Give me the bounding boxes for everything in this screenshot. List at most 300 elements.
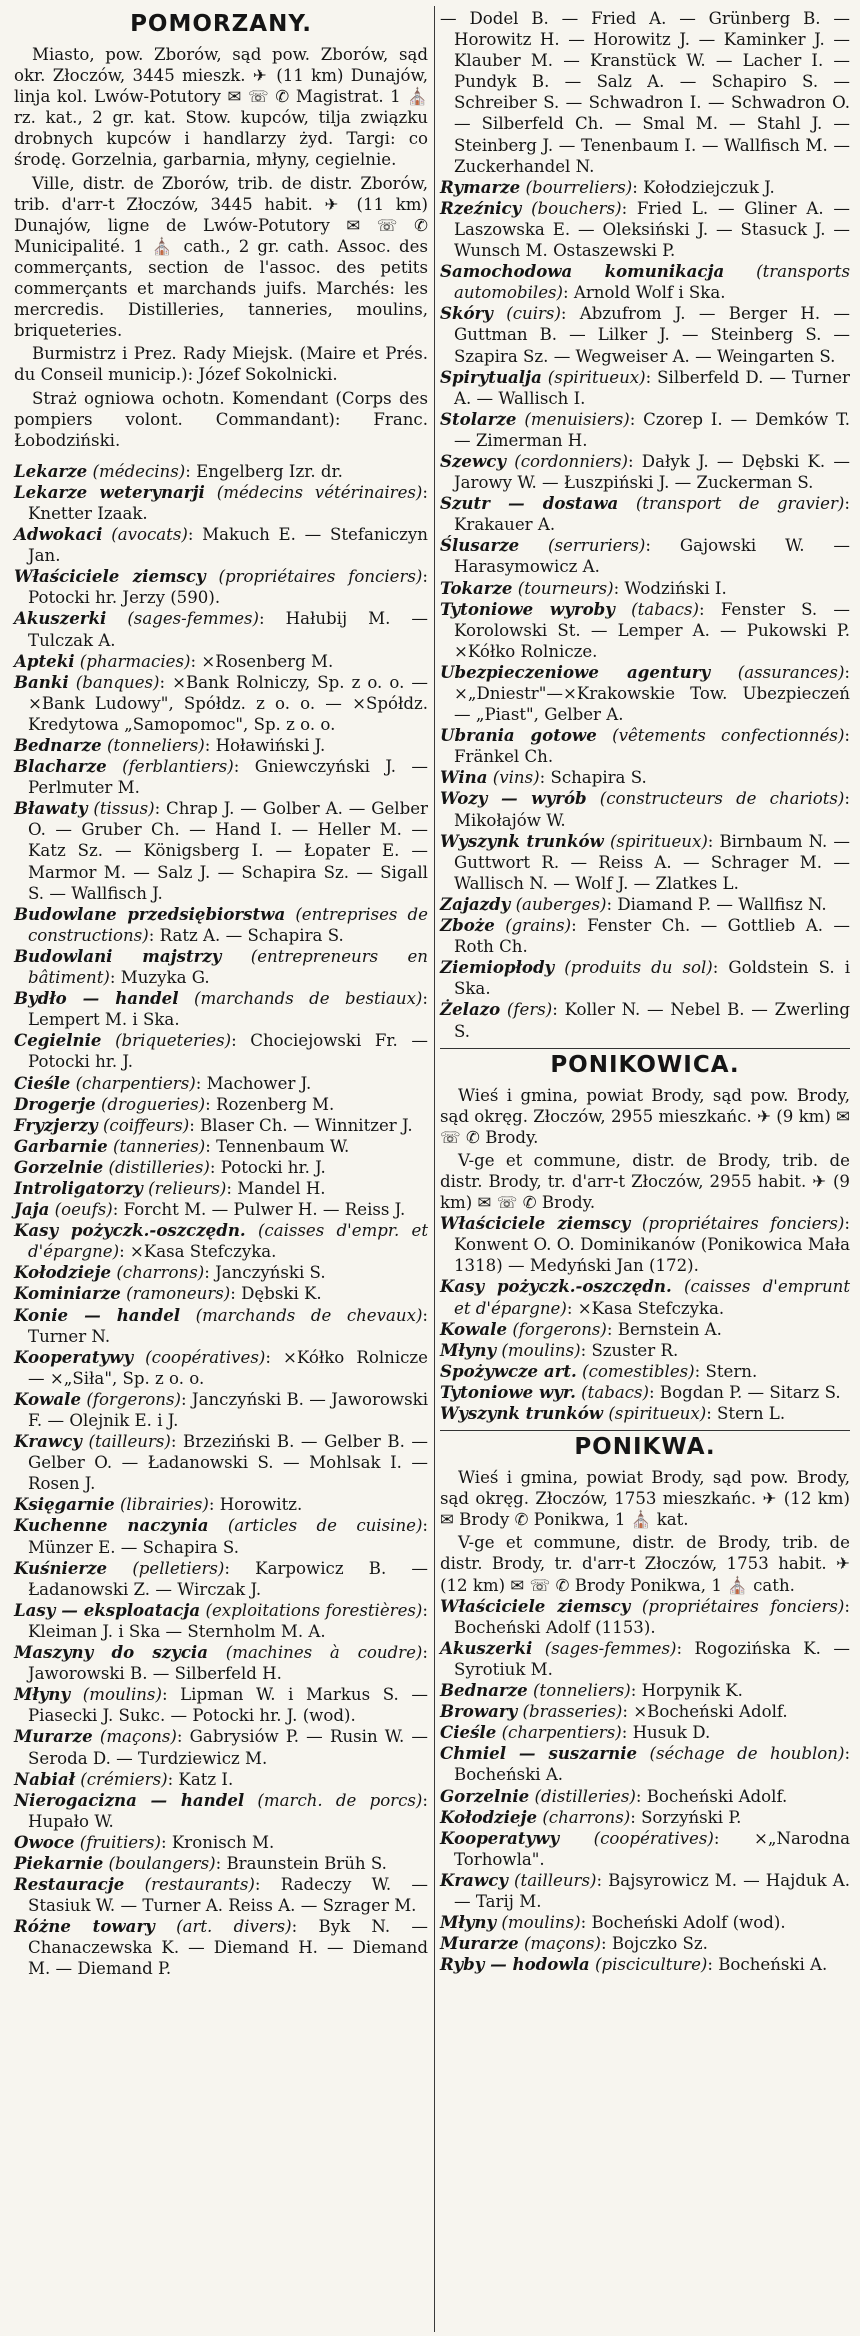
category-label: Apteki <box>14 650 75 671</box>
entry-names: : Makuch E. — Stefaniczyn Jan. <box>28 525 428 566</box>
entry-names: : Bocheński Adolf (1153). <box>454 1596 851 1637</box>
directory-entry <box>14 1157 428 1178</box>
entry-names: : Chociejowski Fr. — Potocki hr. J. <box>28 1031 428 1072</box>
category-french: (charrons) <box>542 1807 631 1827</box>
category-label: Cieśle <box>440 1722 497 1743</box>
directory-entry <box>14 1790 428 1832</box>
category-label: Kasy pożyczk.-oszczędn. <box>440 1276 672 1297</box>
category-french: (charrons) <box>116 1263 205 1283</box>
category-label: Żelazo <box>440 999 501 1020</box>
category-french: (propriétaires fonciers) <box>641 1596 845 1616</box>
category-label: Nabiał <box>14 1768 75 1789</box>
directory-entry <box>14 1600 428 1642</box>
directory-entry <box>440 1276 850 1318</box>
category-label: Właściciele ziemscy <box>440 1213 631 1234</box>
entry-names: : Kleiman J. i Ska — Sternholm M. A. <box>28 1600 429 1641</box>
directory-entry <box>440 1933 850 1954</box>
entry-names: : Horowitz. <box>208 1495 303 1515</box>
category-french: (entrepreneurs en bâtiment) <box>28 946 428 988</box>
right-column <box>440 8 850 1975</box>
directory-entry <box>14 1199 428 1220</box>
category-french: (fruitiers) <box>79 1832 162 1852</box>
directory-entry <box>14 1769 428 1790</box>
directory-entry <box>14 461 428 482</box>
entry-names: : Horpynik K. <box>630 1681 743 1701</box>
category-label: Samochodowa komunikacja <box>440 261 725 282</box>
category-french: (march. de porcs) <box>257 1790 423 1810</box>
category-label: Browary <box>440 1701 518 1722</box>
category-french: (moulins) <box>501 1913 581 1933</box>
category-french: (vêtements confectionnés) <box>612 726 845 746</box>
category-french: (oeufs) <box>54 1200 113 1220</box>
category-french: (charpentiers) <box>75 1073 196 1093</box>
directory-entry <box>440 1743 850 1785</box>
category-label: Rymarze <box>440 176 521 197</box>
directory-entry <box>14 1832 428 1853</box>
directory-entry <box>14 1115 428 1136</box>
directory-entry <box>14 1389 428 1431</box>
category-label: Lekarze <box>14 460 88 481</box>
directory-entry <box>440 451 850 493</box>
category-label: Właściciele ziemscy <box>440 1595 631 1616</box>
directory-entry <box>440 493 850 535</box>
intro-polish-ponikowica: Wieś i gmina, powiat Brody, sąd pow. Brody, sąd okręg. Złoczów, 2955 mieszkańc. ✈ (9 km) ✉ ☏ ✆ Brody. <box>440 1085 851 1147</box>
directory-entry <box>440 915 850 957</box>
category-french: (spiritueux) <box>608 1404 707 1423</box>
entry-names: : Fenster Ch. — Gottlieb A. — Roth Ch. <box>454 916 850 957</box>
entry-names: : Krakauer A. <box>454 494 850 535</box>
entry-names: : ×Bocheński Adolf. <box>622 1702 788 1722</box>
category-french: (avocats) <box>111 525 188 545</box>
category-label: Piekarnie <box>14 1852 104 1873</box>
category-french: (tailleurs) <box>88 1432 171 1452</box>
category-french: (tanneries) <box>112 1136 206 1156</box>
entry-names: : Radeczy W. — Stasiuk W. — Turner A. Reiss A. — Szrager M. <box>28 1875 428 1916</box>
category-french: (tailleurs) <box>514 1870 597 1890</box>
entry-names: : Brzeziński B. — Gelber B. — Gelber O. — Ładanowski S. — Mohlsak I. — Rosen J. <box>28 1432 428 1494</box>
entry-names: : Lipman W. i Markus S. — Piasecki J. Sukc. — Potocki hr. J. (wod). <box>28 1685 428 1726</box>
category-label: Tokarze <box>440 577 513 598</box>
category-french: (ferblantiers) <box>122 757 234 777</box>
entry-names: : Kronisch M. <box>161 1832 275 1852</box>
business-list-pomorzany <box>14 461 428 1980</box>
business-list-pomorzany-cont <box>440 177 850 1042</box>
category-label: Jaja <box>14 1199 50 1220</box>
category-label: Gorzelnie <box>440 1785 530 1806</box>
directory-entry <box>440 198 850 261</box>
directory-entry <box>440 303 850 366</box>
category-label: Banki <box>14 671 69 692</box>
directory-entry <box>440 599 850 662</box>
entry-names: : Mikołajów W. <box>454 789 850 830</box>
entry-names: : Knetter Izaak. <box>28 482 429 523</box>
category-label: Ubezpieczeniowe agentury <box>440 661 711 682</box>
category-french: (restaurants) <box>144 1875 255 1895</box>
category-label: Młyny <box>14 1684 71 1705</box>
category-label: Zajazdy <box>440 893 511 914</box>
directory-entry <box>440 662 850 725</box>
category-french: (articles de cuisine) <box>227 1516 423 1536</box>
category-label: Ubrania gotowe <box>440 725 597 746</box>
directory-entry <box>440 1213 850 1276</box>
entry-names: : Kołodziejczuk J. <box>632 177 775 197</box>
category-label: Garbarnie <box>14 1135 108 1156</box>
entry-names: : Stern. <box>694 1361 758 1381</box>
entry-names: : Mandel H. <box>226 1178 326 1198</box>
directory-entry <box>14 1916 428 1979</box>
directory-entry <box>14 1030 428 1072</box>
category-french: (exploitations forestières) <box>205 1600 423 1620</box>
category-label: Drogerje <box>14 1093 96 1114</box>
category-label: Murarze <box>440 1933 519 1954</box>
category-french: (transports automobiles) <box>454 262 850 303</box>
category-label: Ziemiopłody <box>440 957 555 978</box>
entry-names: : Katz I. <box>167 1769 234 1789</box>
directory-entry <box>14 1684 428 1726</box>
entry-names: : Szuster R. <box>580 1340 679 1360</box>
entry-names: : Gajowski W. — Harasymowicz A. <box>454 536 850 577</box>
directory-entry <box>440 1403 850 1424</box>
category-french: (comestibles) <box>582 1361 695 1381</box>
category-french: (cuirs) <box>506 304 561 324</box>
category-label: Cieśle <box>14 1072 71 1093</box>
directory-entry <box>14 946 428 988</box>
category-french: (coopératives) <box>145 1347 266 1367</box>
category-french: (tabacs) <box>631 599 699 619</box>
category-french: (bouchers) <box>531 198 622 218</box>
category-label: Fryzjerzy <box>14 1114 98 1135</box>
entry-names: : Karpowicz B. — Ładanowski Z. — Wirczak J. <box>28 1558 429 1599</box>
entry-names: : ×„Narodna Torhowla". <box>454 1828 850 1869</box>
category-label: Restauracje <box>14 1874 125 1895</box>
intro-french-ponikowica: V-ge et commune, distr. de Brody, trib. de distr. Brody, tr. d'arr-t Złoczów, 2955 habit. ✈ (9 km) ✉ ☏ ✆ Brody. <box>440 1150 850 1213</box>
category-french: (distilleries) <box>534 1786 636 1806</box>
directory-entry <box>440 1638 850 1680</box>
category-french: (séchage de houblon) <box>649 1744 845 1764</box>
category-label: Chmiel — suszarnie <box>440 1743 638 1764</box>
directory-entry <box>14 1642 428 1684</box>
intro-polish-ponikwa: Wieś i gmina, powiat Brody, sąd pow. Brody, sąd okręg. Złoczów, 1753 mieszkańc. ✈ (12 km) ✉ Brody ✆ Ponikwa, 1 ⛪ kat. <box>440 1468 850 1530</box>
category-french: (librairies) <box>119 1495 209 1515</box>
directory-entry <box>440 1786 850 1807</box>
category-label: Spirytualja <box>440 366 542 387</box>
directory-entry <box>14 1073 428 1094</box>
category-label: Szutr — dostawa <box>440 493 619 514</box>
directory-entry <box>440 1361 850 1382</box>
category-french: (pelletiers) <box>132 1558 225 1578</box>
category-french: (maçons) <box>523 1934 601 1954</box>
entry-names: : Goldstein S. i Ska. <box>454 958 851 999</box>
directory-entry <box>440 999 850 1041</box>
directory-entry <box>14 672 428 735</box>
category-french: (charpentiers) <box>501 1723 622 1743</box>
category-french: (bourreliers) <box>525 177 633 197</box>
mayor-entry: Burmistrz i Prez. Rady Miejsk. (Maire et Prés. du Conseil municip.): Józef Sokolnicki. <box>14 344 428 385</box>
directory-entry <box>14 1558 428 1600</box>
entry-names: : ×„Dniestr"—×Krakowskie Tow. Ubezpieczeń — „Piast", Gelber A. <box>454 662 851 725</box>
category-label: Introligatorzy <box>14 1177 143 1198</box>
business-list-ponikwa <box>440 1596 850 1976</box>
directory-entry <box>14 1283 428 1304</box>
entry-names: : Fränkel Ch. <box>454 726 851 767</box>
category-label: Stolarze <box>440 408 517 429</box>
category-french: (tourneurs) <box>517 578 614 598</box>
category-french: (tabacs) <box>581 1382 650 1402</box>
entry-names: : Arnold Wolf i Ska. <box>563 283 726 303</box>
category-label: Bednarze <box>440 1680 528 1701</box>
business-list-ponikowica <box>440 1213 850 1424</box>
category-label: Ryby — hodowla <box>440 1954 590 1975</box>
entry-names: : Turner N. <box>28 1305 429 1346</box>
town-intro-ponikowica <box>440 1085 850 1214</box>
category-label: Krawcy <box>14 1431 82 1452</box>
category-label: Tytoniowe wyroby <box>440 598 615 619</box>
category-label: Gorzelnie <box>14 1156 104 1177</box>
category-french: (moulins) <box>82 1685 162 1705</box>
intro-polish: Miasto, pow. Zborów, sąd pow. Zborów, sąd okr. Złoczów, 3445 mieszk. ✈ (11 km) Dunajów, linja kol. Lwów-Potutory ✉ ☏ ✆ Magistrat. 1 ⛪ rz. kat., 2 gr. kat. Stow. kupców, tilja związku drobnych kupców i handlarzy żyd. Targi: co środę. Gorzelnia, garbarnia, młyny, cegielnie. <box>14 45 428 170</box>
directory-entry <box>14 566 428 608</box>
town-title-pomorzany: POMORZANY. <box>130 11 312 37</box>
entry-names: : Janczyński S. <box>204 1263 326 1283</box>
entry-names: : Braunstein Brüh S. <box>215 1853 387 1873</box>
category-french: (spiritueux) <box>609 831 708 851</box>
category-label: Wozy — wyrób <box>440 788 587 809</box>
entry-names: : Koller N. — Nebel B. — Zwerling S. <box>454 1000 850 1041</box>
category-label: Młyny <box>440 1912 497 1933</box>
category-french: (sages-femmes) <box>127 609 260 629</box>
entry-names: : Bojczko Sz. <box>601 1934 708 1954</box>
entry-names: : Dałyk J. — Dębski K. — Jarowy W. — Łuszpiński J. — Zuckerman S. <box>454 451 851 493</box>
category-label: Kuchenne naczynia <box>14 1515 209 1536</box>
category-french: (constructeurs de chariots) <box>599 789 845 809</box>
category-french: (marchands de chevaux) <box>195 1305 423 1325</box>
category-french: (forgerons) <box>86 1389 181 1409</box>
category-french: (pisciculture) <box>594 1955 708 1975</box>
entry-names: : Ratz A. — Schapira S. <box>148 925 344 945</box>
entry-names: : Abzufrom J. — Berger H. — Guttman B. — Lilker J. — Steinberg S. — Szapira Sz. — Wegweiser A. — Weingarten S. <box>454 304 850 366</box>
town-intro-ponikwa <box>440 1467 850 1596</box>
entry-names: : Engelberg Izr. dr. <box>185 461 343 481</box>
directory-entry <box>14 651 428 672</box>
category-french: (coopératives) <box>593 1828 714 1848</box>
category-french: (machines à coudre) <box>225 1643 423 1663</box>
category-french: (propriétaires fonciers) <box>218 567 423 587</box>
category-label: Akuszerki <box>14 608 107 629</box>
directory-entry <box>440 894 850 915</box>
directory-entry <box>440 831 850 894</box>
entry-names: : Münzer E. — Schapira S. <box>28 1516 429 1557</box>
directory-entry <box>14 1220 428 1262</box>
category-french: (caisses d'empr. et d'épargne) <box>28 1221 428 1262</box>
intro-french-ponikwa: V-ge et commune, distr. de Brody, trib. de distr. Brody, tr. d'arr-t Złoczów, 1753 habit. ✈ (12 km) ✉ ☏ ✆ Brody Ponikwa, 1 ⛪ cath. <box>440 1533 850 1595</box>
category-label: Zboże <box>440 915 495 936</box>
category-label: Kowale <box>14 1388 82 1409</box>
entry-names: : ×Kasa Stefczyka. <box>566 1298 725 1318</box>
category-label: Właściciele ziemscy <box>14 566 206 587</box>
entry-names: : Rogozińska K. — Syrotiuk M. <box>454 1638 851 1679</box>
category-label: Kuśnierze <box>14 1557 108 1578</box>
category-french: (brasseries) <box>522 1702 623 1722</box>
entry-names: : Chrap J. — Golber A. — Gelber O. — Gruber Ch. — Hand I. — Heller M. — Katz Sz. — Königsberg I. — Łopater E. — Marmor M. — Salz J. — Schapira Sz. — Sigall S. — Wallfisch J. <box>28 799 428 903</box>
category-french: (coiffeurs) <box>102 1115 190 1135</box>
entry-names: : Schapira S. <box>539 768 647 788</box>
entry-names: : Bajsyrowicz M. — Hajduk A. — Tarij M. <box>454 1870 851 1911</box>
category-label: Konie — handel <box>14 1304 181 1325</box>
category-label: Kołodzieje <box>440 1806 538 1827</box>
directory-entry <box>14 1431 428 1494</box>
category-label: Różne towary <box>14 1916 155 1937</box>
directory-entry <box>440 177 850 198</box>
directory-entry <box>440 1954 850 1975</box>
entry-names: : Rozenberg M. <box>205 1094 335 1114</box>
category-french: (entreprises de constructions) <box>28 904 428 945</box>
category-french: (serruriers) <box>548 536 646 556</box>
category-label: Akuszerki <box>440 1637 533 1658</box>
directory-entry <box>14 988 428 1030</box>
entry-names: : Lempert M. i Ska. <box>28 989 428 1030</box>
directory-entry <box>14 1262 428 1283</box>
entry-names: : Muzyka G. <box>109 968 210 988</box>
directory-entry <box>440 1912 850 1933</box>
category-french: (briqueteries) <box>115 1031 232 1051</box>
directory-entry <box>14 1136 428 1157</box>
category-french: (tonneliers) <box>107 736 205 755</box>
category-french: (cordonniers) <box>514 451 628 471</box>
category-french: (relieurs) <box>148 1178 227 1198</box>
category-french: (médecins vétérinaires) <box>216 482 423 502</box>
directory-entry <box>440 1596 850 1638</box>
entry-names: : Gniewczyński J. — Perlmuter M. <box>28 757 428 798</box>
directory-entry <box>14 1094 428 1115</box>
category-french: (fers) <box>506 1000 553 1020</box>
directory-entry <box>440 535 850 577</box>
entry-names: : ×Rosenberg M. <box>190 651 334 671</box>
directory-entry <box>14 1347 428 1389</box>
category-french: (grains) <box>505 916 572 936</box>
entry-names: : Bocheński A. <box>454 1744 851 1785</box>
entry-names: : Byk N. — Chanaczewska K. — Diemand H. — Diemand M. — Diemand P. <box>28 1917 428 1979</box>
category-label: Rzeźnicy <box>440 197 522 218</box>
directory-entry <box>14 482 428 524</box>
category-label: Kooperatywy <box>440 1827 560 1848</box>
directory-entry <box>440 1828 850 1870</box>
category-label: Wyszynk trunków <box>440 1403 604 1423</box>
category-french: (art. divers) <box>176 1917 292 1937</box>
category-label: Bławaty <box>14 798 88 819</box>
directory-entry <box>440 1722 850 1743</box>
entry-names: : Stern L. <box>706 1404 786 1423</box>
entry-names: : Bocheński Adolf. <box>635 1786 788 1806</box>
category-label: Skóry <box>440 303 493 324</box>
category-label: Adwokaci <box>14 524 103 545</box>
category-label: Murarze <box>14 1726 93 1747</box>
town-title-ponikowica: PONIKOWICA. <box>550 1051 740 1078</box>
category-label: Blacharze <box>14 756 107 777</box>
directory-entry <box>14 524 428 566</box>
category-french: (drogueries) <box>100 1094 206 1114</box>
directory-entry <box>14 1726 428 1768</box>
category-french: (médecins) <box>92 461 186 481</box>
directory-entry <box>440 788 850 830</box>
directory-entry <box>440 767 850 788</box>
category-french: (vins) <box>492 768 540 788</box>
category-french: (distilleries) <box>108 1157 210 1177</box>
directory-entry <box>14 756 428 798</box>
category-french: (tissus) <box>93 799 155 819</box>
category-label: Owoce <box>14 1831 75 1852</box>
entry-names: : Hoławiński J. <box>204 736 326 755</box>
category-french: (pharmacies) <box>79 651 191 671</box>
directory-entry <box>440 261 850 303</box>
entry-names: : Czorep I. — Demków T. — Zimerman H. <box>454 409 851 450</box>
category-french: (menuisiers) <box>524 409 630 429</box>
town-title-ponikwa: PONIKWA. <box>574 1434 716 1461</box>
directory-entry <box>14 1178 428 1199</box>
category-label: Budowlani majstrzy <box>14 945 222 966</box>
entry-names: : Bernstein A. <box>606 1319 722 1339</box>
left-column <box>14 8 428 1980</box>
entry-names: : Dębski K. <box>230 1284 322 1304</box>
entry-names: : Birnbaum N. — Guttwort R. — Reiss A. — Schrager M. — Wallisch N. — Wolf J. — Zlatkes L. <box>454 831 850 893</box>
entry-names: : Diamand P. — Wallfisz N. <box>606 894 827 914</box>
entry-names: : Hupało W. <box>28 1790 428 1831</box>
category-label: Wyszynk trunków <box>440 830 604 851</box>
directory-entry <box>440 367 850 409</box>
entry-names: : Husuk D. <box>621 1723 711 1743</box>
category-label: Lasy — eksploatacja <box>14 1599 201 1620</box>
directory-entry <box>440 1680 850 1701</box>
directory-entry <box>14 798 428 903</box>
directory-entry <box>440 1340 850 1361</box>
directory-entry <box>14 904 428 946</box>
category-label: Wina <box>440 767 488 788</box>
directory-entry <box>14 1853 428 1874</box>
town-intro <box>14 44 428 341</box>
category-label: Kooperatywy <box>14 1346 134 1367</box>
category-label: Kowale <box>440 1318 508 1339</box>
entry-names: : Gabrysiów P. — Rusin W. — Seroda D. — Turdziewicz M. <box>28 1727 429 1768</box>
entry-names: : Forcht M. — Pulwer H. — Reiss J. <box>112 1200 406 1220</box>
entry-names: : Tennenbaum W. <box>205 1136 350 1156</box>
directory-entry <box>14 608 428 650</box>
category-french: (spiritueux) <box>547 367 646 387</box>
category-french: (ramoneurs) <box>126 1284 231 1304</box>
category-french: (sages-femmes) <box>544 1638 677 1658</box>
category-french: (moulins) <box>501 1340 581 1360</box>
category-french: (maçons) <box>99 1727 177 1747</box>
directory-entry <box>14 1874 428 1916</box>
category-label: Bednarze <box>14 735 102 755</box>
category-french: (marchands de bestiaux) <box>194 989 423 1009</box>
directory-entry <box>440 725 850 767</box>
directory-entry <box>440 409 850 451</box>
directory-entry <box>440 957 850 999</box>
directory-entry <box>14 1515 428 1557</box>
directory-entry <box>440 1807 850 1828</box>
category-french: (caisses d'emprunt et d'épargne) <box>454 1277 850 1318</box>
entry-names: : Blaser Ch. — Winnitzer J. <box>189 1115 413 1135</box>
entry-names: : Wodziński I. <box>613 578 727 598</box>
entry-names: : ×Kółko Rolnicze — ×„Siła", Sp. z o. o. <box>28 1347 428 1388</box>
directory-entry <box>440 1319 850 1340</box>
category-label: Kasy pożyczk.-oszczędn. <box>14 1220 246 1241</box>
fire-brigade-entry: Straż ogniowa ochotn. Komendant (Corps des pompiers volont. Commandant): Franc. Łobodziński. <box>14 388 428 450</box>
entry-names: : Bocheński Adolf (wod). <box>580 1913 786 1933</box>
category-french: (assurances) <box>737 662 845 682</box>
entry-names: : Hałubij M. — Tulczak A. <box>28 609 429 650</box>
entry-names: : Potocki hr. Jerzy (590). <box>28 567 428 608</box>
entry-names: : ×Kasa Stefczyka. <box>119 1242 277 1262</box>
